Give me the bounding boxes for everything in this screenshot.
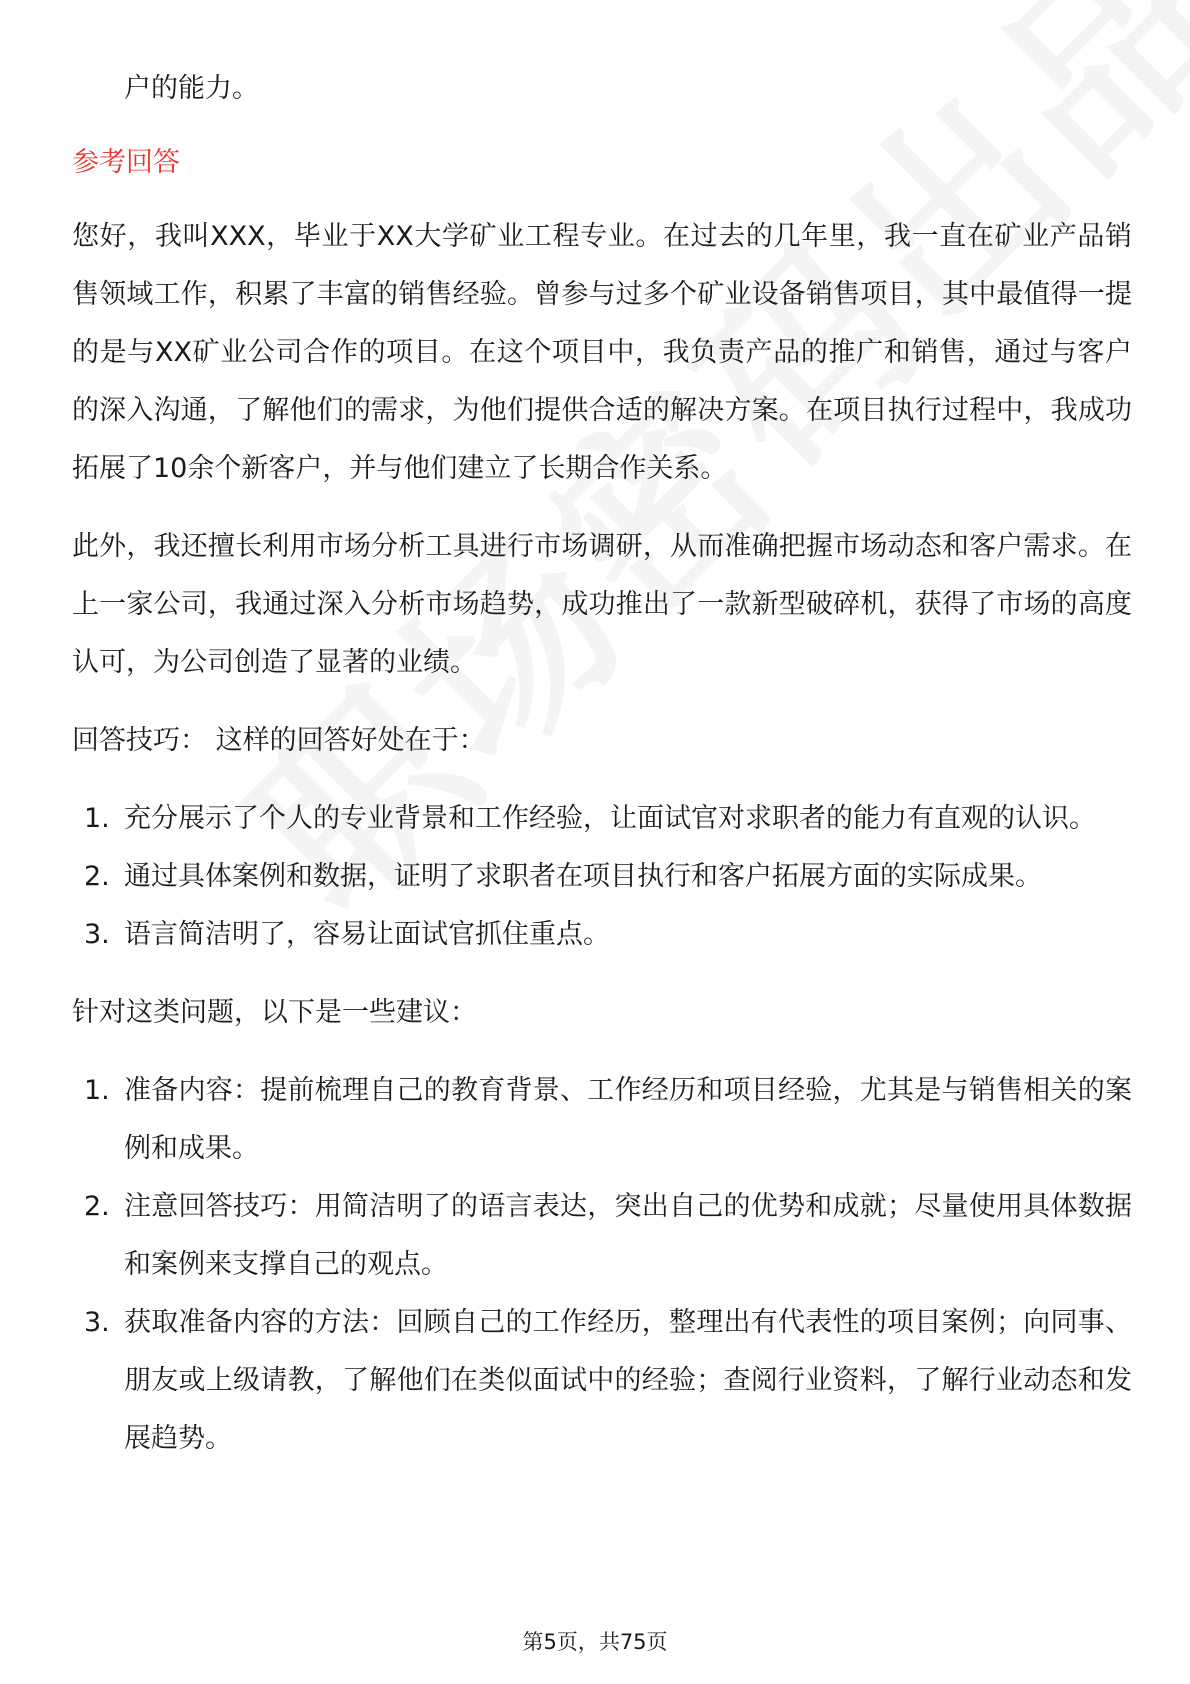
answer-paragraph: 此外，我还擅长利用市场分析工具进行市场调研，从而准确把握市场动态和客户需求。在上一家公司，我通过深入分析市场趋势，成功推出了一款新型破碎机，获得了市场的高度认可，为公司创造了显著的业绩。 <box>72 531 1132 678</box>
list-item <box>72 790 1132 848</box>
page-footer: 第5页，共75页 <box>522 1630 668 1654</box>
list-item <box>72 848 1132 906</box>
list-item-text: 获取准备内容的方法：回顾自己的工作经历，整理出有代表性的项目案例；向同事、朋友或上级请教，了解他们在类似面试中的经验；查阅行业资料，了解行业动态和发展趋势。 <box>124 1307 1132 1454</box>
list-number: 1. <box>84 803 110 834</box>
list-number: 2. <box>84 861 110 892</box>
list-item-text: 充分展示了个人的专业背景和工作经验，让面试官对求职者的能力有直观的认识。 <box>124 803 1096 834</box>
list-item-text: 准备内容：提前梳理自己的教育背景、工作经历和项目经验，尤其是与销售相关的案例和成果。 <box>124 1075 1132 1164</box>
list-number: 1. <box>84 1075 110 1106</box>
tips-list <box>72 790 1132 964</box>
suggestions-list <box>72 1062 1132 1468</box>
section-heading: 参考回答 <box>72 147 180 178</box>
page-content <box>72 60 1132 1468</box>
list-item-text: 语言简洁明了，容易让面试官抓住重点。 <box>124 919 610 950</box>
list-item-text: 注意回答技巧：用简洁明了的语言表达，突出自己的优势和成就；尽量使用具体数据和案例来支撑自己的观点。 <box>124 1191 1132 1280</box>
answer-paragraph: 您好，我叫XXX，毕业于XX大学矿业工程专业。在过去的几年里，我一直在矿业产品销售领域工作，积累了丰富的销售经验。曾参与过多个矿业设备销售项目，其中最值得一提的是与XX矿业公司合作的项目。在这个项目中，我负责产品的推广和销售，通过与客户的深入沟通，了解他们的需求，为他们提供合适的解决方案。在项目执行过程中，我成功拓展了10余个新客户，并与他们建立了长期合作关系。 <box>72 221 1132 484</box>
list-item <box>72 1178 1132 1294</box>
list-number: 3. <box>84 1307 110 1338</box>
tips-intro: 回答技巧： 这样的回答好处在于： <box>72 725 486 756</box>
list-number: 3. <box>84 919 110 950</box>
list-number: 2. <box>84 1191 110 1222</box>
continuation-text: 户的能力。 <box>124 73 259 104</box>
list-item-text: 通过具体案例和数据，证明了求职者在项目执行和客户拓展方面的实际成果。 <box>124 861 1042 892</box>
suggestions-intro: 针对这类问题，以下是一些建议： <box>72 997 477 1028</box>
list-item <box>72 906 1132 964</box>
list-item <box>72 1294 1132 1468</box>
list-item <box>72 1062 1132 1178</box>
